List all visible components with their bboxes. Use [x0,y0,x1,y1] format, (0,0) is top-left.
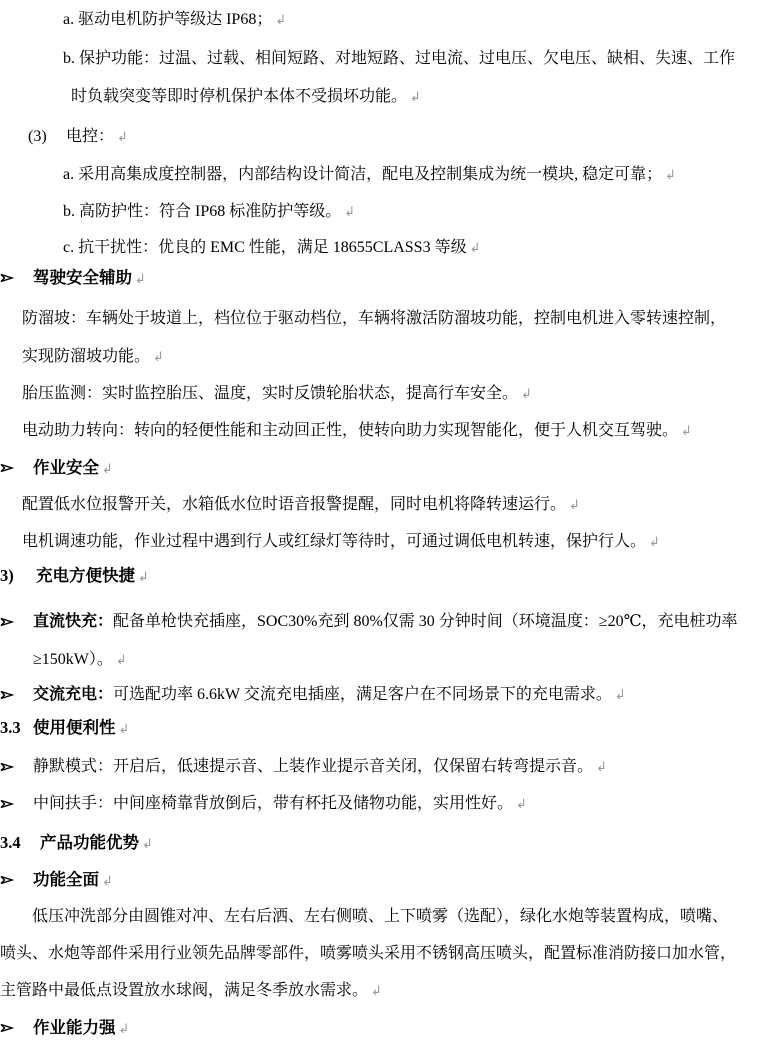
text-line [0,347,780,369]
arrow-bullet-icon [0,760,14,774]
arrow-bullet-icon [0,461,14,475]
line-text [33,1018,129,1040]
text-line [0,309,780,331]
text-line [0,650,780,672]
heading-line [0,566,780,588]
arrow-bullet-icon [0,615,14,629]
text-line [0,532,780,554]
line-text: 配置低水位报警开关，水箱低水位时语音报警提醒，同时电机将降转速运行。 ↲ [22,496,580,513]
line-text [33,718,129,740]
text-line [0,794,780,816]
paragraph-mark-icon: ↲ [665,168,677,183]
paragraph-mark-icon: ↲ [410,90,421,105]
arrow-bullet-icon [0,271,14,285]
paragraph-mark-icon: ↲ [649,535,660,550]
paragraph-mark-icon: ↲ [596,760,607,775]
line-text: 主管路中最低点设置放水球阀，满足冬季放水需求。 ↲ [0,982,382,999]
list-number: 3.3 [0,718,21,737]
line-text: ≥150kW）。 ↲ [33,651,127,668]
paragraph-mark-icon: ↲ [118,722,130,737]
text-line [0,238,780,260]
text-line [0,202,780,224]
line-text: 防溜坡：车辆处于坡道上，档位位于驱动档位，车辆将激活防溜坡功能，控制电机进入零转速控制， [22,310,727,327]
text-line [0,944,780,966]
paragraph-mark-icon: ↲ [521,387,532,402]
text-line [0,384,780,406]
paragraph-mark-icon: ↲ [516,797,527,812]
paragraph-mark-icon: ↲ [153,350,164,365]
bold-label: 交流充电： [33,686,114,703]
paragraph-mark-icon: ↲ [371,984,382,999]
paragraph-mark-icon: ↲ [275,13,287,28]
heading-line [0,718,780,740]
paragraph-mark-icon: ↲ [681,424,692,439]
text-line [0,685,780,707]
arrow-bullet-icon [0,873,14,887]
text-line [0,49,780,71]
heading-line [0,870,780,892]
text-line [0,981,780,1003]
paragraph-mark-icon: ↲ [135,272,146,287]
paragraph-mark-icon: ↲ [138,570,149,585]
paragraph-mark-icon: ↲ [142,837,153,852]
text-line [0,165,780,187]
bold-label: 作业能力强 [33,1018,116,1037]
bold-label: 使用便利性 [33,718,116,737]
line-text: 静默模式：开启后，低速提示音、上装作业提示音关闭，仅保留右转弯提示音。 ↲ [33,758,607,775]
text-line [0,127,780,149]
paragraph-mark-icon: ↲ [115,653,127,668]
line-text: b. 高防护性：符合 IP68 标准防护等级。 ↲ [63,203,356,220]
text-line [0,421,780,443]
text-line [0,907,780,929]
heading-line [0,833,780,855]
paragraph-mark-icon: ↲ [569,498,580,513]
bold-label: 产品功能优势 [40,833,139,852]
line-text: 时负载突变等即时停机保护本体不受损坏功能。 ↲ [71,88,421,105]
line-text: 直流快充：配备单枪快充插座，SOC30%充到 80%仅需 30 分钟时间（环境温度：≥20℃，充电桩功率 [33,613,738,630]
heading-line [0,268,780,290]
line-text [33,870,113,892]
line-text: 喷头、水炮等部件采用行业领先品牌零部件，喷雾喷头采用不锈钢高压喷头，配置标准消防接口加水管， [0,945,737,962]
heading-line [0,1018,780,1040]
line-text: 实现防溜坡功能。 ↲ [22,348,164,365]
paragraph-mark-icon: ↲ [102,462,113,477]
line-text: 电动助力转向：转向的轻便性能和主动回正性，使转向助力实现智能化，便于人机交互驾驶。 ↲ [22,422,692,439]
arrow-bullet-icon [0,797,14,811]
bold-label: 功能全面 [33,870,99,889]
line-text: 胎压监测：实时监控胎压、温度，实时反馈轮胎状态，提高行车安全。 ↲ [22,385,532,402]
line-text [40,833,153,855]
bold-label: 充电方便快捷 [36,566,135,585]
heading-line [0,458,780,480]
arrow-bullet-icon [0,1021,14,1035]
line-text: 电控： ↲ [66,128,128,145]
paragraph-mark-icon: ↲ [344,205,356,220]
list-number: 3.4 [0,833,21,852]
text-line [0,495,780,517]
paragraph-mark-icon: ↲ [117,130,128,145]
text-line [0,87,780,109]
list-number: (3) [28,128,47,145]
line-text: 低压冲洗部分由圆锥对冲、左右后洒、左右侧喷、上下喷雾（选配），绿化水炮等装置构成，喷嘴、 [32,908,729,925]
paragraph-mark-icon: ↲ [118,1022,130,1037]
line-text: 中间扶手：中间座椅靠背放倒后，带有杯托及储物功能，实用性好。 ↲ [33,795,527,812]
line-text: c. 抗干扰性：优良的 EMC 性能，满足 18655CLASS3 等级 ↲ [63,239,481,256]
arrow-bullet-icon [0,688,14,702]
line-text: a. 采用高集成度控制器，内部结构设计简洁，配电及控制集成为统一模块, 稳定可靠； ↲ [63,166,677,183]
text-line [0,612,780,634]
paragraph-mark-icon: ↲ [102,874,113,889]
line-text [33,268,146,290]
line-text [36,566,149,588]
line-text: 电机调速功能，作业过程中遇到行人或红绿灯等待时，可通过调低电机转速，保护行人。 ↲ [22,533,660,550]
text-line [0,10,780,32]
line-text: a. 驱动电机防护等级达 IP68； ↲ [63,11,287,28]
line-text: 交流充电：可选配功率 6.6kW 交流充电插座，满足客户在不同场景下的充电需求。 ↲ [33,686,626,703]
bold-label: 驾驶安全辅助 [33,268,132,287]
text-line [0,757,780,779]
line-text [33,458,113,480]
bold-label: 直流快充： [33,613,114,630]
list-number: 3) [0,566,14,585]
bold-label: 作业安全 [33,458,99,477]
line-text: b. 保护功能：过温、过载、相间短路、对地短路、过电流、过电压、欠电压、缺相、失速、工作 [63,50,736,67]
paragraph-mark-icon: ↲ [469,241,481,256]
paragraph-mark-icon: ↲ [614,688,626,703]
